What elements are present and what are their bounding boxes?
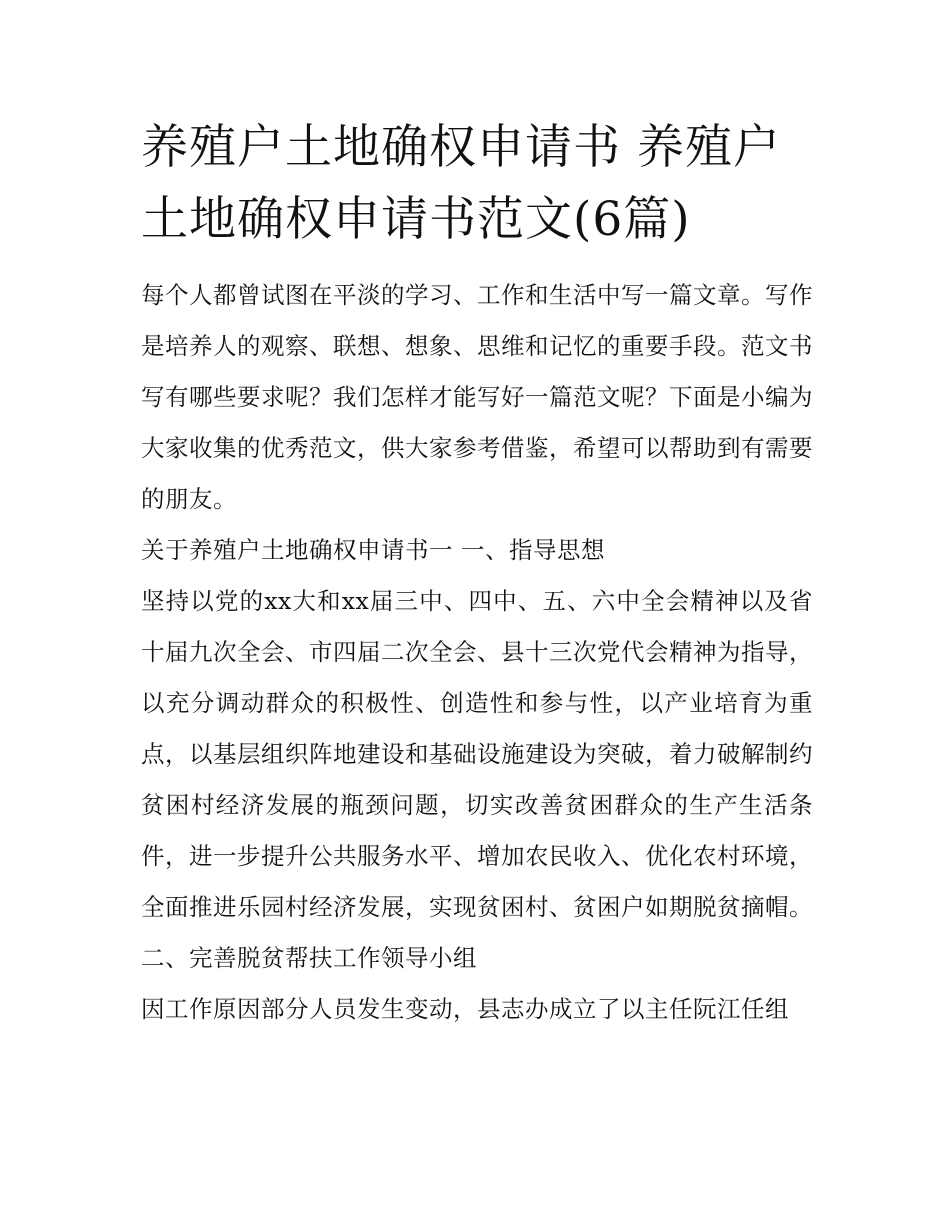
leadership-group-paragraph: 因工作原因部分人员发生变动，县志办成立了以主任阮江任组 <box>141 995 789 1023</box>
document-title: 养殖户土地确权申请书 养殖户土地确权申请书范文(6篇) <box>141 120 781 247</box>
intro-paragraph: 每个人都曾试图在平淡的学习、工作和生活中写一篇文章。写作是培养人的观察、联想、想象、思维和记忆的重要手段。范文书写有哪些要求呢？我们怎样才能写好一篇范文呢？下面是小编为大家收集的优秀范文，供大家参考借鉴，希望可以帮助到有需要的朋友。 <box>141 281 813 513</box>
section-heading-guiding-ideology: 关于养殖户土地确权申请书一 一、指导思想 <box>141 536 605 564</box>
document-page <box>141 112 813 1035</box>
section-heading-leadership-group: 二、完善脱贫帮扶工作领导小组 <box>141 944 477 972</box>
guiding-ideology-paragraph: 坚持以党的xx大和xx届三中、四中、五、六中全会精神以及省十届九次全会、市四届二次全会、县十三次党代会精神为指导，以充分调动群众的积极性、创造性和参与性，以产业培育为重点，以基层组织阵地建设和基础设施建设为突破，着力破解制约贫困村经济发展的瓶颈问题，切实改善贫困群众的生产生活条件，进一步提升公共服务水平、增加农民收入、优化农村环境，全面推进乐园村经济发展，实现贫困村、贫困户如期脱贫摘帽。 <box>141 587 813 921</box>
